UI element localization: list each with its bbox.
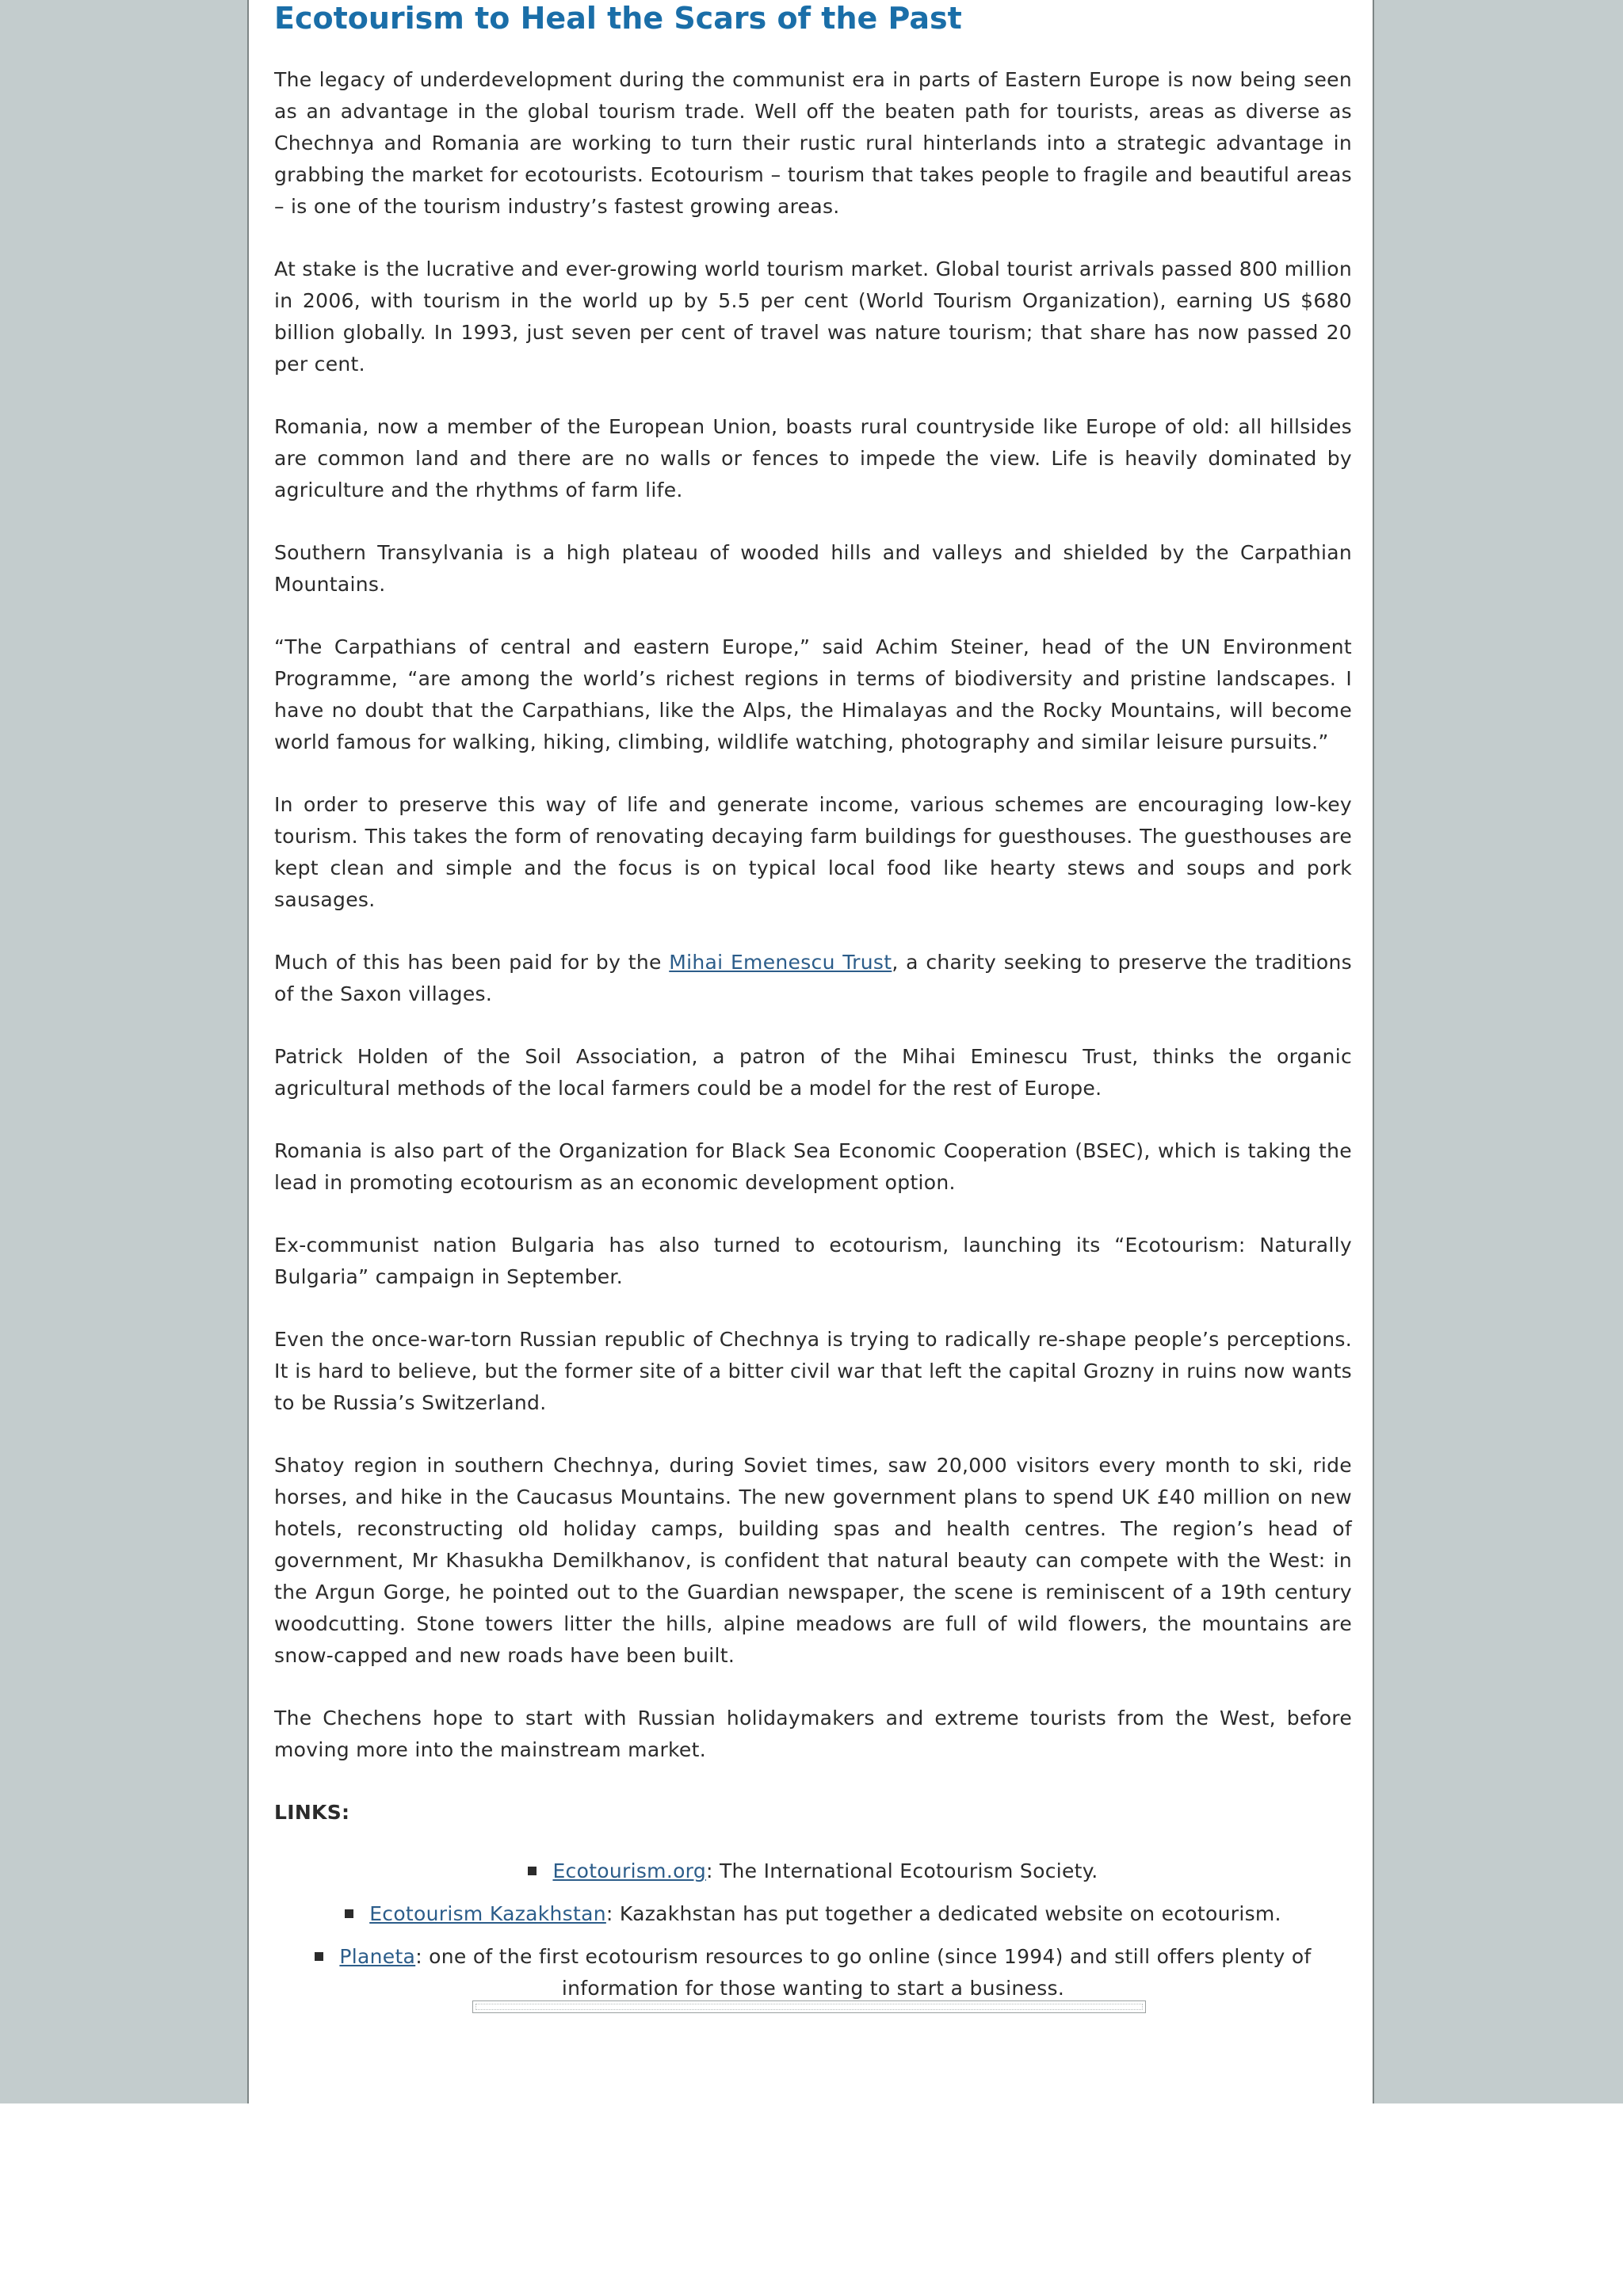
list-item xyxy=(274,1941,1352,2004)
ecotourism-kazakhstan-link[interactable]: Ecotourism Kazakhstan xyxy=(369,1902,606,1925)
article-paragraph: Patrick Holden of the Soil Association, a patron of the Mihai Eminescu Trust, thinks the organic agricultural methods of the local farmers could be a model for the rest of Europe. xyxy=(274,1045,1352,1100)
link-description: : The International Ecotourism Society. xyxy=(705,1859,1098,1882)
article-body xyxy=(274,64,1352,1766)
article-paragraph: Southern Transylvania is a high plateau of wooded hills and valleys and shielded by the Carpathian Mountains. xyxy=(274,541,1352,596)
link-description: : one of the first ecotourism resources to go online (since 1994) and still offers plenty of information for those wanting to start a business. xyxy=(415,1945,1312,2000)
bullet-icon xyxy=(345,1909,353,1918)
mihai-emenescu-trust-link[interactable]: Mihai Emenescu Trust xyxy=(669,951,892,974)
article-page xyxy=(247,0,1374,2103)
links-list xyxy=(274,1855,1352,2004)
article-paragraph: Ex-communist nation Bulgaria has also turned to ecotourism, launching its “Ecotourism: Naturally Bulgaria” campaign in September. xyxy=(274,1234,1352,1288)
links-heading: LINKS: xyxy=(274,1801,350,1824)
article-paragraph: In order to preserve this way of life and generate income, various schemes are encouraging low-key tourism. This takes the form of renovating decaying farm buildings for guesthouses. The guesthouses are kept clean and simple and the focus is on typical local food like hearty stews and soups and pork sausages. xyxy=(274,793,1352,911)
article-title: Ecotourism to Heal the Scars of the Past xyxy=(274,1,962,36)
bullet-icon xyxy=(528,1867,537,1875)
ecotourism-org-link[interactable]: Ecotourism.org xyxy=(552,1859,706,1882)
list-item xyxy=(274,1855,1352,1887)
article-paragraph: Romania is also part of the Organization for Black Sea Economic Cooperation (BSEC), which is taking the lead in promoting ecotourism as an economic development option. xyxy=(274,1139,1352,1194)
article-content xyxy=(274,0,1352,2016)
article-paragraph: At stake is the lucrative and ever-growing world tourism market. Global tourist arrivals passed 800 million in 2006, with tourism in the world up by 5.5 per cent (World Tourism Organization), earning US $680 billion globally. In 1993, just seven per cent of travel was nature tourism; that share has now passed 20 per cent. xyxy=(274,257,1352,376)
footer-divider-box xyxy=(472,2000,1146,2013)
article-paragraph: Shatoy region in southern Chechnya, during Soviet times, saw 20,000 visitors every month to ski, ride horses, and hike in the Caucasus Mountains. The new government plans to spend UK £40 million on new hotels, reconstructing old holiday camps, building spas and health centres. The region’s head of government, Mr Khasukha Demilkhanov, is confident that natural beauty can compete with the West: in the Argun Gorge, he pointed out to the Guardian newspaper, the scene is reminiscent of a 19th century woodcutting. Stone towers litter the hills, alpine meadows are full of wild flowers, the mountains are snow-capped and new roads have been built. xyxy=(274,1454,1352,1667)
trust-text-before: Much of this has been paid for by the xyxy=(274,951,670,974)
bullet-icon xyxy=(315,1952,323,1961)
article-paragraph: Romania, now a member of the European Union, boasts rural countryside like Europe of old: all hillsides are common land and there are no walls or fences to impede the view. Life is heavily dominated by agriculture and the rhythms of farm life. xyxy=(274,415,1352,502)
article-paragraph: “The Carpathians of central and eastern Europe,” said Achim Steiner, head of the UN Environment Programme, “are among the world’s richest regions in terms of biodiversity and pristine landscapes. I have no doubt that the Carpathians, like the Alps, the Himalayas and the Rocky Mountains, will become world famous for walking, hiking, climbing, wildlife watching, photography and similar leisure pursuits.” xyxy=(274,635,1352,753)
article-paragraph: Even the once-war-torn Russian republic of Chechnya is trying to radically re-shape people’s perceptions. It is hard to believe, but the former site of a bitter civil war that left the capital Grozny in ruins now wants to be Russia’s Switzerland. xyxy=(274,1328,1352,1414)
article-paragraph: The legacy of underdevelopment during the communist era in parts of Eastern Europe is now being seen as an advantage in the global tourism trade. Well off the beaten path for tourists, areas as diverse as Chechnya and Romania are working to turn their rustic rural hinterlands into a strategic advantage in grabbing the market for ecotourists. Ecotourism – tourism that takes people to fragile and beautiful areas – is one of the tourism industry’s fastest growing areas. xyxy=(274,68,1352,218)
trust-text-after: , a charity seeking to preserve the traditions of the Saxon villages. xyxy=(274,951,1352,1005)
article-paragraph: The Chechens hope to start with Russian holidaymakers and extreme tourists from the West, before moving more into the mainstream market. xyxy=(274,1707,1352,1761)
planeta-link[interactable]: Planeta xyxy=(339,1945,416,1968)
list-item xyxy=(274,1898,1352,1930)
footer-divider-inner xyxy=(475,2004,1143,2010)
link-description: : Kazakhstan has put together a dedicated website on ecotourism. xyxy=(605,1902,1281,1925)
trust-paragraph xyxy=(274,947,1352,1010)
